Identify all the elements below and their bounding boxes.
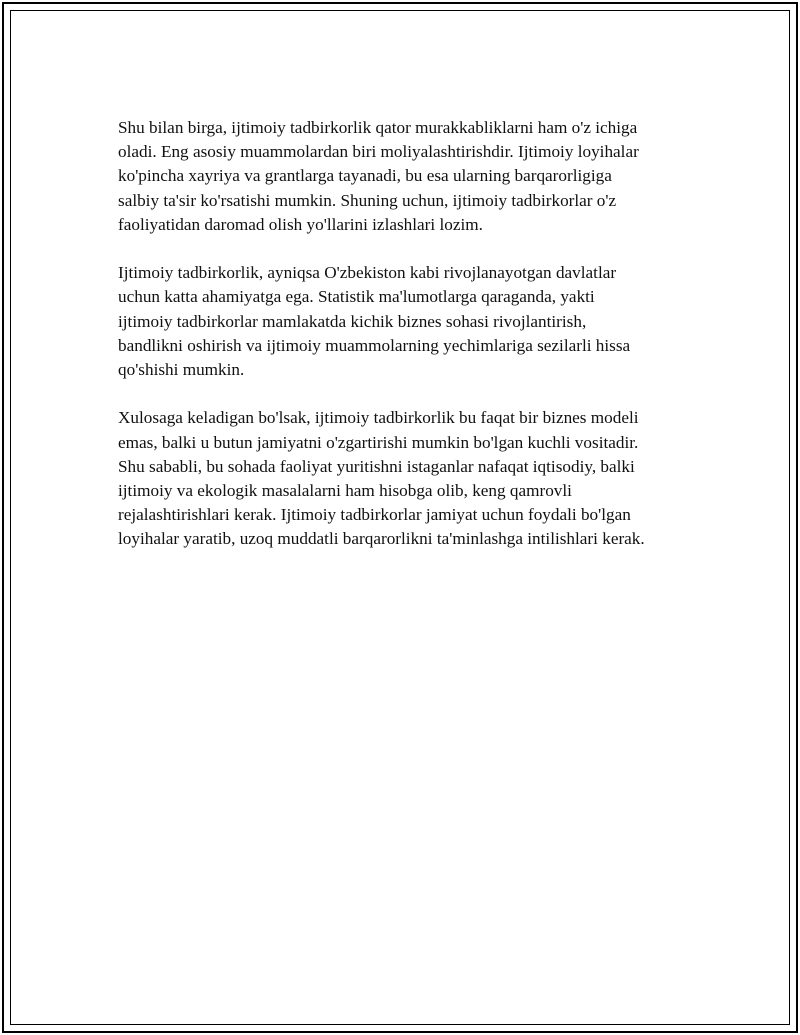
paragraph-line: ijtimoiy va ekologik masalalarni ham hisobga olib, keng qamrovli xyxy=(118,481,572,501)
paragraph-3 xyxy=(118,406,693,551)
paragraph-1 xyxy=(118,116,693,237)
paragraph-line: Ijtimoiy tadbirkorlik, ayniqsa O'zbekiston kabi rivojlanayotgan davlatlar xyxy=(118,263,617,283)
paragraph-line: rejalashtirishlari kerak. Ijtimoiy tadbirkorlar jamiyat uchun foydali bo'lgan xyxy=(118,505,631,525)
paragraph-line: Xulosaga keladigan bo'lsak, ijtimoiy tadbirkorlik bu faqat bir biznes modeli xyxy=(118,408,639,428)
paragraph-line: qo'shishi mumkin. xyxy=(118,360,245,380)
paragraph-2 xyxy=(118,261,693,382)
paragraph-line: Shu sababli, bu sohada faoliyat yuritishni istaganlar nafaqat iqtisodiy, balki xyxy=(118,456,635,476)
paragraph-line: uchun katta ahamiyatga ega. Statistik ma'lumotlarga qaraganda, yakti xyxy=(118,287,595,307)
paragraph-line: faoliyatidan daromad olish yo'llarini izlashlari lozim. xyxy=(118,214,483,234)
paragraph-line: Shu bilan birga, ijtimoiy tadbirkorlik qator murakkabliklarni ham o'z ichiga xyxy=(118,118,638,137)
paragraph-line: bandlikni oshirish va ijtimoiy muammolarning yechimlariga sezilarli hissa xyxy=(118,335,631,355)
paragraph-line: ijtimoiy tadbirkorlar mamlakatda kichik biznes sohasi rivojlantirish, xyxy=(118,311,587,331)
paragraph-line: ko'pincha xayriya va grantlarga tayanadi, bu esa ularning barqarorligiga xyxy=(118,166,612,186)
paragraph-line: salbiy ta'sir ko'rsatishi mumkin. Shuning uchun, ijtimoiy tadbirkorlar o'z xyxy=(118,190,617,210)
document-body xyxy=(118,116,693,576)
paragraph-line: loyihalar yaratib, uzoq muddatli barqarorlikni ta'minlashga intilishlari kerak. xyxy=(118,529,645,549)
paragraph-line: emas, balki u butun jamiyatni o'zgartirishi mumkin bo'lgan kuchli vositadir. xyxy=(118,432,639,452)
paragraph-line: oladi. Eng asosiy muammolardan biri moliyalashtirishdir. Ijtimoiy loyihalar xyxy=(118,142,639,162)
